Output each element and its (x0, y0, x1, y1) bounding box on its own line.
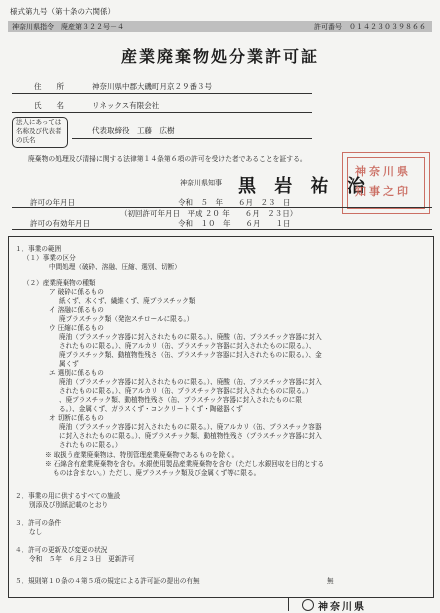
corp-label-line-3: の氏名 (16, 136, 36, 144)
condition-line: ※ 石綿含有産業廃棄物を含む。水銀使用製品産業廃棄物を含む（ただし水銀回収を目的とする (45, 460, 325, 468)
header-band (8, 21, 432, 32)
condition-line: 別添及び別紙記載のとおり (29, 501, 109, 509)
condition-line: ※ 取扱う産業廃棄物は、特別管理産業廃棄物であるものを除く。 (45, 451, 239, 459)
condition-line: ア 破砕に係るもの (49, 288, 104, 296)
condition-line: ４．許可の更新及び変更の状況 (15, 546, 108, 554)
footer-prefecture: 神奈川県 (318, 602, 366, 613)
corp-label-box (12, 117, 68, 148)
initial-permit-date: （初回許可年月日 平成 ２０ 年 ６月 ２３日） (120, 209, 298, 218)
permit-date-value: 令和 ５ 年 ６月 ２３ 日 (178, 198, 291, 207)
condition-line: 廃油（プラスチック容器に封入されたものに限る。）、廃酸（缶、プラスチック容器に封入 (59, 378, 322, 386)
condition-line: る。）、金属くず、ガラスくず・コンクリートくず・陶磁器くず (59, 405, 243, 413)
condition-line: 中間処理（破砕、溶融、圧縮、選別、切断） (49, 263, 181, 271)
condition-line: イ 溶融に係るもの (49, 306, 104, 314)
prefecture-mark-icon (302, 599, 314, 611)
condition-line: ２．事業の用に供するすべての施設 (15, 492, 121, 500)
condition-line: されたものに限る。） (59, 441, 122, 449)
expiry-date-label: 許可の有効年月日 (30, 219, 90, 228)
address-underline (12, 93, 312, 94)
condition-line: 紙くず、木くず、繊維くず、廃プラスチック類 (59, 297, 196, 305)
condition-line: 廃油（プラスチック容器に封入されたものに限る。）、廃アルカリ（缶、プラスチック容器 (59, 423, 322, 431)
condition-line: （１）事業の区分 (23, 254, 76, 262)
representative-underline (72, 138, 312, 139)
condition-line: オ 切断に係るもの (49, 414, 104, 422)
address-label: 住 所 (34, 82, 64, 91)
form-label: 様式第九号（第十条の六関係） (10, 7, 115, 16)
condition-line: 、廃プラスチック類、動植物性残さ（缶、プラスチック容器に封入されたものに限 (59, 396, 302, 404)
condition-line: ものは含まない。）ただし、廃プラスチック類及び金属くず等に限る。 (53, 469, 261, 477)
condition-line: 無 (327, 577, 334, 585)
condition-line: ３．許可の条件 (15, 519, 62, 527)
condition-line: 廃プラスチック類（発泡スチロールに限る。） (59, 315, 194, 323)
expiry-date-value: 令和 １０ 年 ６月 １日 (178, 219, 291, 228)
permit-date-label: 許可の年月日 (30, 198, 75, 207)
governor-label: 神奈川県知事 (180, 179, 222, 187)
conditions-box (8, 236, 434, 598)
governor-name: 黒 岩 祐 治 (238, 176, 371, 197)
condition-line: １．事業の範囲 (15, 245, 62, 253)
condition-line: 令和 ５年 ６月２３日 更新許可 (29, 555, 135, 563)
condition-line: （２）産業廃棄物の種類 (23, 279, 96, 287)
condition-line: 廃プラスチック類、動植物性残さ（缶、プラスチック容器に封入されたものに限る。）、金 (59, 351, 322, 359)
condition-line: されたものに限る。）、廃アルカリ（缶、プラスチック容器に封入されたものに限る。）、 (59, 342, 316, 350)
condition-line: 属くず (59, 360, 79, 368)
directive-number: 神奈川県指令 廃産第３２２号－４ (12, 23, 124, 31)
representative-value: 代表取締役 工藤 広樹 (92, 126, 175, 135)
governor-seal (342, 152, 430, 214)
name-value: リネックス有限会社 (92, 101, 160, 110)
condition-line: なし (29, 528, 43, 536)
corp-label-line-2: 名称及び代表者 (16, 127, 62, 135)
permit-date-underline (12, 207, 432, 208)
name-underline (12, 112, 312, 113)
name-label: 氏 名 (34, 101, 64, 110)
condition-line: されたものに限る。）、廃アルカリ（缶、プラスチック容器に封入されたものに限る。） (59, 387, 313, 395)
condition-line: エ 選別に係るもの (49, 369, 104, 377)
condition-line: ウ 圧縮に係るもの (49, 324, 104, 332)
permit-number: 許可番号 ０１４２３０３９８６６ (314, 23, 426, 31)
condition-line: 廃油（プラスチック容器に封入されたものに限る。）、廃酸（缶、プラスチック容器に封入 (59, 333, 322, 341)
expiry-date-underline (12, 229, 432, 230)
seal-text-2: 知事之印 (355, 185, 411, 198)
page-title: 産業廃棄物処分業許可証 (120, 47, 319, 66)
address-value: 神奈川県中郡大磯町月京２９番３号 (92, 82, 212, 91)
certification-statement: 廃棄物の処理及び清掃に関する法律第１４条第６項の許可を受けた者であることを証する。 (28, 155, 307, 163)
condition-line: に封入されたものに限る。）、廃プラスチック類、動植物性残さ（プラスチック容器に封入 (59, 432, 322, 440)
condition-line: ５．規則第１０条の４第５項の規定による許可証の提出の有無 (15, 577, 200, 585)
corp-label-line-1: 法人にあっては (16, 118, 62, 126)
seal-text-1: 神奈川県 (355, 165, 411, 178)
